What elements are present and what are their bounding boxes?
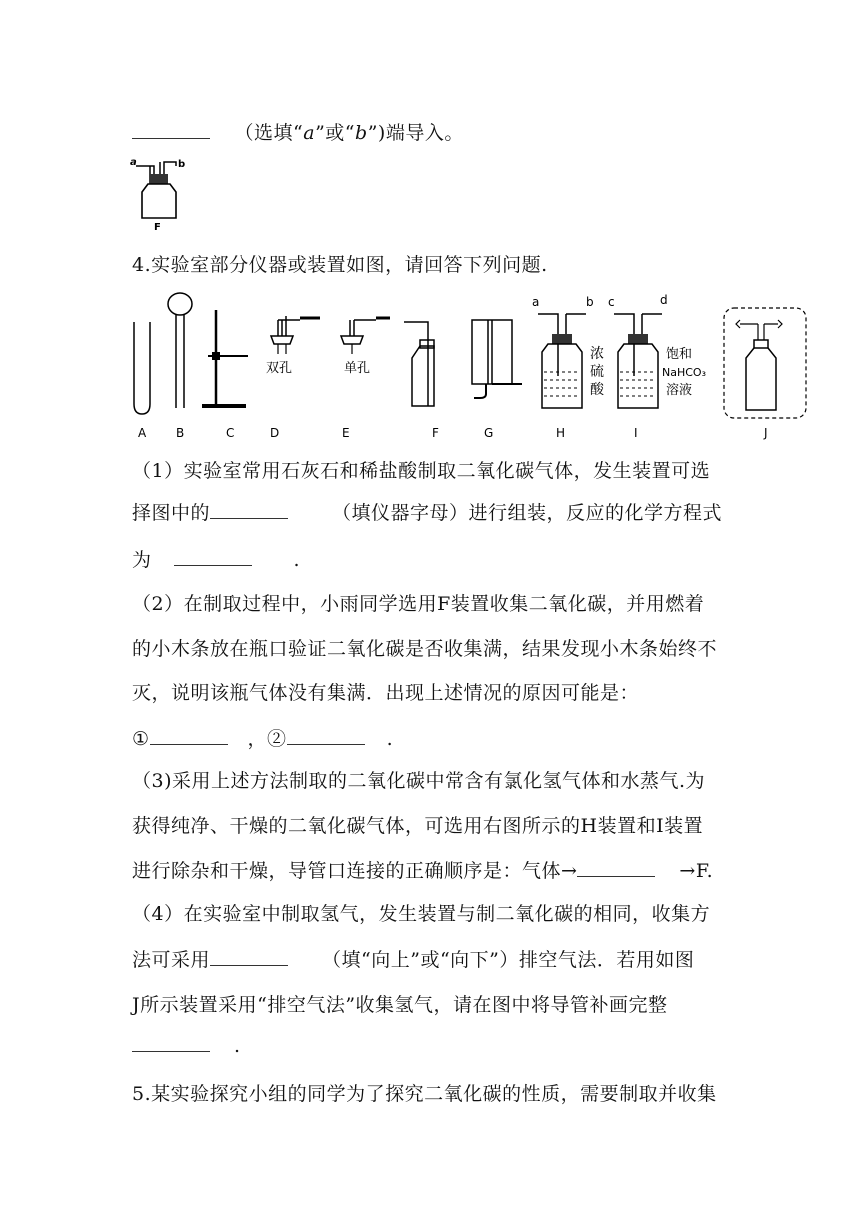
q3-answer-line bbox=[132, 118, 732, 145]
part2-l4-a: ① bbox=[132, 728, 150, 750]
bottle-j bbox=[724, 308, 806, 418]
part1-l2-post: （填仪器字母）进行组装，反应的化学方程式 bbox=[332, 502, 723, 524]
part1-l3-pre: 为 bbox=[132, 549, 152, 571]
part3-line1: （3)采用上述方法制取的二氧化碳中常含有氯化氢气体和水蒸气.为 bbox=[132, 770, 706, 792]
funnel-b bbox=[168, 293, 192, 408]
part1-line2 bbox=[132, 498, 732, 525]
q5-title: 5.某实验探究小组的同学为了探究二氧化碳的性质，需要制取并收集 bbox=[132, 1083, 717, 1105]
answer-blank[interactable] bbox=[132, 138, 210, 139]
part3-l3-post: →F. bbox=[679, 860, 714, 882]
part4-l4-end: . bbox=[234, 1035, 241, 1057]
answer-blank[interactable] bbox=[210, 965, 288, 966]
label-H: H bbox=[556, 426, 566, 440]
part4-line2 bbox=[132, 945, 732, 972]
fig-f-label-b: b bbox=[178, 159, 186, 170]
i-port-c: c bbox=[608, 295, 615, 309]
label-I: I bbox=[634, 426, 638, 440]
q3-tail-pre: （选填“ bbox=[234, 122, 304, 144]
answer-blank[interactable] bbox=[287, 744, 365, 745]
part2-line4 bbox=[132, 724, 732, 751]
part4-l2-post: （填“向上”或“向下”）排空气法．若用如图 bbox=[322, 949, 695, 971]
h-liquid-3: 酸 bbox=[590, 382, 604, 398]
fig-f-label-a: a bbox=[130, 157, 137, 168]
test-tube-a bbox=[134, 322, 150, 414]
answer-blank[interactable] bbox=[174, 565, 252, 566]
label-E: E bbox=[342, 426, 350, 440]
part2-l4-b: ，② bbox=[247, 728, 287, 750]
label-C: C bbox=[226, 426, 235, 440]
apparatus-figure bbox=[128, 286, 808, 442]
label-A: A bbox=[138, 426, 147, 440]
stopper-d bbox=[271, 316, 320, 354]
h-port-a: a bbox=[532, 295, 540, 309]
iron-stand-c bbox=[202, 310, 248, 406]
q3-tail-post: ”)端导入。 bbox=[367, 122, 464, 144]
label-J: J bbox=[764, 426, 768, 440]
part2-line3: 灭，说明该瓶气体没有集满．出现上述情况的原因可能是： bbox=[132, 682, 640, 704]
d-caption: 双孔 bbox=[266, 361, 293, 376]
part3-l3-pre: 进行除杂和干燥，导管口连接的正确顺序是：气体→ bbox=[132, 860, 578, 882]
part2-l4-c: . bbox=[386, 728, 394, 750]
i-liquid-2: NaHCO₃ bbox=[662, 366, 706, 379]
bottle-f bbox=[404, 322, 434, 406]
h-liquid-2: 硫 bbox=[590, 364, 604, 380]
h-liquid-1: 浓 bbox=[590, 346, 604, 362]
label-F: F bbox=[432, 426, 439, 440]
part4-line3: J所示装置采用“排空气法”收集氢气，请在图中将导管补画完整 bbox=[132, 994, 668, 1016]
washing-bottle-i bbox=[614, 314, 662, 408]
figure-f-bottle bbox=[128, 152, 188, 232]
part2-line1: （2）在制取过程中，小雨同学选用F装置收集二氧化碳，并用燃着 bbox=[132, 593, 705, 615]
i-port-d: d bbox=[660, 293, 668, 307]
label-D: D bbox=[270, 426, 280, 440]
answer-blank[interactable] bbox=[210, 518, 288, 519]
option-b: b bbox=[355, 122, 368, 144]
washing-bottle-h bbox=[538, 314, 586, 408]
h-port-b: b bbox=[586, 295, 594, 309]
stopper-e bbox=[341, 318, 390, 354]
part1-l3-post: . bbox=[293, 549, 301, 571]
answer-blank[interactable] bbox=[132, 1051, 210, 1052]
apparatus-g bbox=[472, 320, 522, 398]
i-liquid-1: 饱和 bbox=[666, 347, 693, 362]
fig-f-label-F: F bbox=[154, 222, 161, 232]
q3-tail-mid: ”或“ bbox=[315, 122, 356, 144]
part2-line2: 的小木条放在瓶口验证二氧化碳是否收集满，结果发现小木条始终不 bbox=[132, 638, 718, 660]
e-caption: 单孔 bbox=[344, 361, 371, 376]
answer-blank[interactable] bbox=[150, 744, 228, 745]
answer-blank[interactable] bbox=[577, 876, 655, 877]
label-G: G bbox=[484, 426, 494, 440]
option-a: a bbox=[303, 122, 316, 144]
part3-line2: 获得纯净、干燥的二氧化碳气体，可选用右图所示的H装置和I装置 bbox=[132, 815, 704, 837]
i-liquid-3: 溶液 bbox=[666, 383, 693, 398]
part4-l2-pre: 法可采用 bbox=[132, 949, 211, 971]
part3-line3 bbox=[132, 856, 732, 883]
label-B: B bbox=[176, 426, 185, 440]
part1-line3 bbox=[132, 545, 732, 572]
q4-title: 4.实验室部分仪器或装置如图，请回答下列问题. bbox=[132, 254, 548, 276]
part1-l2-pre: 择图中的 bbox=[132, 502, 211, 524]
part4-line4 bbox=[132, 1035, 732, 1057]
part1-line1: （1）实验室常用石灰石和稀盐酸制取二氧化碳气体，发生装置可选 bbox=[132, 460, 711, 482]
part4-line1: （4）在实验室中制取氢气，发生装置与制二氧化碳的相同，收集方 bbox=[132, 903, 711, 925]
